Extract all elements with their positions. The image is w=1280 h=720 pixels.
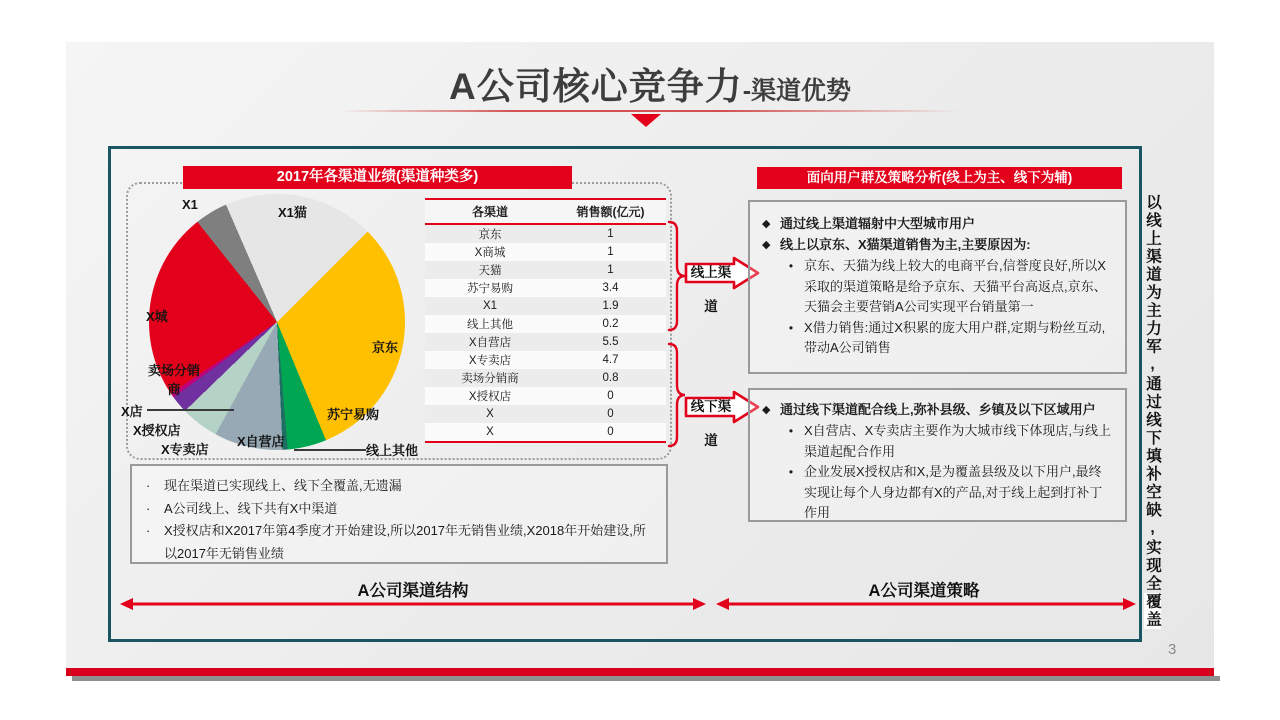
cell-channel: X自营店 bbox=[425, 333, 555, 351]
cell-value: 3.4 bbox=[555, 279, 666, 297]
table-row bbox=[425, 351, 666, 369]
strategy-subitem bbox=[778, 421, 1113, 462]
cell-channel: X授权店 bbox=[425, 387, 555, 405]
pie-label-suning: 苏宁易购 bbox=[327, 407, 380, 422]
strategy-text: 通过线上渠道辐射中大型城市用户 bbox=[780, 216, 976, 231]
cell-channel: X专卖店 bbox=[425, 351, 555, 369]
table-row bbox=[425, 405, 666, 423]
pie-leader-line-qita bbox=[294, 449, 366, 451]
cell-channel: 天猫 bbox=[425, 261, 555, 279]
title-triangle-icon bbox=[631, 114, 661, 127]
cell-channel: X1 bbox=[425, 297, 555, 315]
cell-value: 4.7 bbox=[555, 351, 666, 369]
strategy-text: 企业发展X授权店和X,是为覆盖县级及以下用户,最终实现让每个人身边都有X的产品,对于线上起到打补丁作用 bbox=[804, 464, 1103, 520]
offline-channel-label: 线下渠道 bbox=[690, 399, 732, 448]
bullet-dot-icon: · bbox=[146, 523, 151, 538]
cell-value: 5.5 bbox=[555, 333, 666, 351]
right-double-arrow bbox=[714, 596, 1138, 612]
diamond-bullet-icon: ◆ bbox=[762, 404, 771, 416]
strategy-text: X自营店、X专卖店主要作为大城市线下体现店,与线上渠道起配合作用 bbox=[804, 423, 1111, 459]
title-sub: -渠道优势 bbox=[742, 77, 852, 105]
strategy-subitem bbox=[778, 462, 1113, 524]
pie-label-x1: X1 bbox=[182, 197, 198, 212]
cell-channel: 苏宁易购 bbox=[425, 279, 555, 297]
cell-value: 0 bbox=[555, 423, 666, 442]
pie-label-maichang: 卖场分销商 bbox=[147, 363, 200, 397]
strategy-subitem bbox=[778, 318, 1113, 359]
left-section-banner: 2017年各渠道业绩(渠道种类多) bbox=[183, 166, 572, 189]
pie-label-zhuanmaidian: X专卖店 bbox=[161, 442, 209, 457]
strategy-text: 京东、天猫为线上较大的电商平台,信誉度良好,所以X采取的渠道策略是给予京东、天猫平台高返点,京东、天猫会主要营销A公司实现平台销量第一 bbox=[804, 258, 1107, 314]
cell-value: 0.8 bbox=[555, 369, 666, 387]
pie-leader-line-xdian bbox=[147, 409, 234, 411]
cell-value: 1.9 bbox=[555, 297, 666, 315]
title-main: A公司核心竞争力 bbox=[448, 66, 743, 107]
cell-value: 0 bbox=[555, 405, 666, 423]
strategy-text: 线上以京东、X猫渠道销售为主,主要原因为: bbox=[780, 237, 1031, 252]
offline-strategy-box bbox=[748, 388, 1127, 522]
vertical-summary-highlight: 覆盖 bbox=[1144, 593, 1161, 629]
strategy-item bbox=[762, 214, 1113, 235]
cell-channel: X bbox=[425, 423, 555, 442]
table-row bbox=[425, 423, 666, 442]
cell-channel: 卖场分销商 bbox=[425, 369, 555, 387]
vertical-summary-main: 以线上渠道为主力军,通过线下填补空缺,实现全 bbox=[1144, 194, 1161, 593]
table-header-channel: 各渠道 bbox=[425, 199, 555, 224]
diamond-bullet-icon: ◆ bbox=[762, 239, 771, 251]
pie-label-shouquandian: X授权店 bbox=[133, 423, 181, 438]
pie-label-xdian: X店 bbox=[121, 404, 143, 419]
pie-label-ziyingdian: X自营店 bbox=[237, 434, 285, 449]
table-row bbox=[425, 279, 666, 297]
dot-bullet-icon: • bbox=[788, 465, 794, 479]
cell-value: 1 bbox=[555, 261, 666, 279]
dot-bullet-icon: • bbox=[788, 424, 794, 438]
bottom-shadow-bar bbox=[72, 676, 1220, 681]
title-underline bbox=[340, 110, 960, 112]
page-number: 3 bbox=[1168, 641, 1177, 658]
table-row bbox=[425, 297, 666, 315]
pie-label-xcheng: X城 bbox=[146, 309, 168, 324]
table-row bbox=[425, 369, 666, 387]
cell-value: 1 bbox=[555, 224, 666, 243]
online-strategy-box bbox=[748, 200, 1127, 374]
note-text: 现在渠道已实现线上、线下全覆盖,无遗漏 bbox=[164, 478, 402, 493]
strategy-subitem bbox=[778, 256, 1113, 318]
pie-label-jingdong: 京东 bbox=[372, 340, 399, 355]
note-text: A公司线上、线下共有X中渠道 bbox=[164, 500, 338, 516]
online-channel-label: 线上渠道 bbox=[690, 265, 732, 314]
cell-channel: 线上其他 bbox=[425, 315, 555, 333]
channel-notes-box bbox=[130, 464, 668, 564]
left-footer-label: A公司渠道结构 bbox=[357, 582, 469, 600]
vertical-summary-text bbox=[1139, 194, 1165, 634]
dot-bullet-icon: • bbox=[788, 320, 794, 335]
dot-bullet-icon: • bbox=[788, 259, 794, 273]
strategy-item bbox=[762, 235, 1113, 256]
diamond-bullet-icon: ◆ bbox=[762, 218, 771, 230]
cell-channel: X bbox=[425, 405, 555, 423]
table-row bbox=[425, 315, 666, 333]
cell-channel: 京东 bbox=[425, 224, 555, 243]
strategy-text: X借力销售:通过X积累的庞大用户群,定期与粉丝互动,带动A公司销售 bbox=[804, 319, 1106, 355]
cell-value: 1 bbox=[555, 243, 666, 261]
strategy-text: 通过线下渠道配合线上,弥补县级、乡镇及以下区域用户 bbox=[780, 402, 1096, 417]
right-section-banner: 面向用户群及策略分析(线上为主、线下为辅) bbox=[757, 167, 1122, 189]
right-footer-label: A公司渠道策略 bbox=[868, 582, 980, 600]
cell-value: 0 bbox=[555, 387, 666, 405]
strategy-item bbox=[762, 400, 1113, 421]
left-double-arrow bbox=[118, 596, 708, 612]
table-row bbox=[425, 243, 666, 261]
cell-value: 0.2 bbox=[555, 315, 666, 333]
table-row bbox=[425, 224, 666, 243]
pie-label-qita: 线上其他 bbox=[366, 443, 419, 458]
table-row bbox=[425, 387, 666, 405]
pie-label-x1mao: X1猫 bbox=[278, 205, 307, 220]
table-header-row bbox=[425, 199, 666, 224]
table-row bbox=[425, 261, 666, 279]
note-item bbox=[146, 520, 656, 565]
table-row bbox=[425, 333, 666, 351]
bullet-dot-icon: · bbox=[146, 500, 151, 516]
page-title bbox=[66, 56, 1234, 110]
cell-channel: X商城 bbox=[425, 243, 555, 261]
bottom-accent-bar bbox=[66, 668, 1214, 676]
bullet-dot-icon: · bbox=[146, 478, 151, 493]
table-header-sales: 销售额(亿元) bbox=[555, 199, 666, 224]
channel-sales-table bbox=[425, 198, 666, 443]
note-text: X授权店和X2017年第4季度才开始建设,所以2017年无销售业绩,X2018年开始建设,所以2017年无销售业绩 bbox=[164, 523, 646, 561]
note-item bbox=[146, 498, 656, 521]
note-item bbox=[146, 475, 656, 498]
